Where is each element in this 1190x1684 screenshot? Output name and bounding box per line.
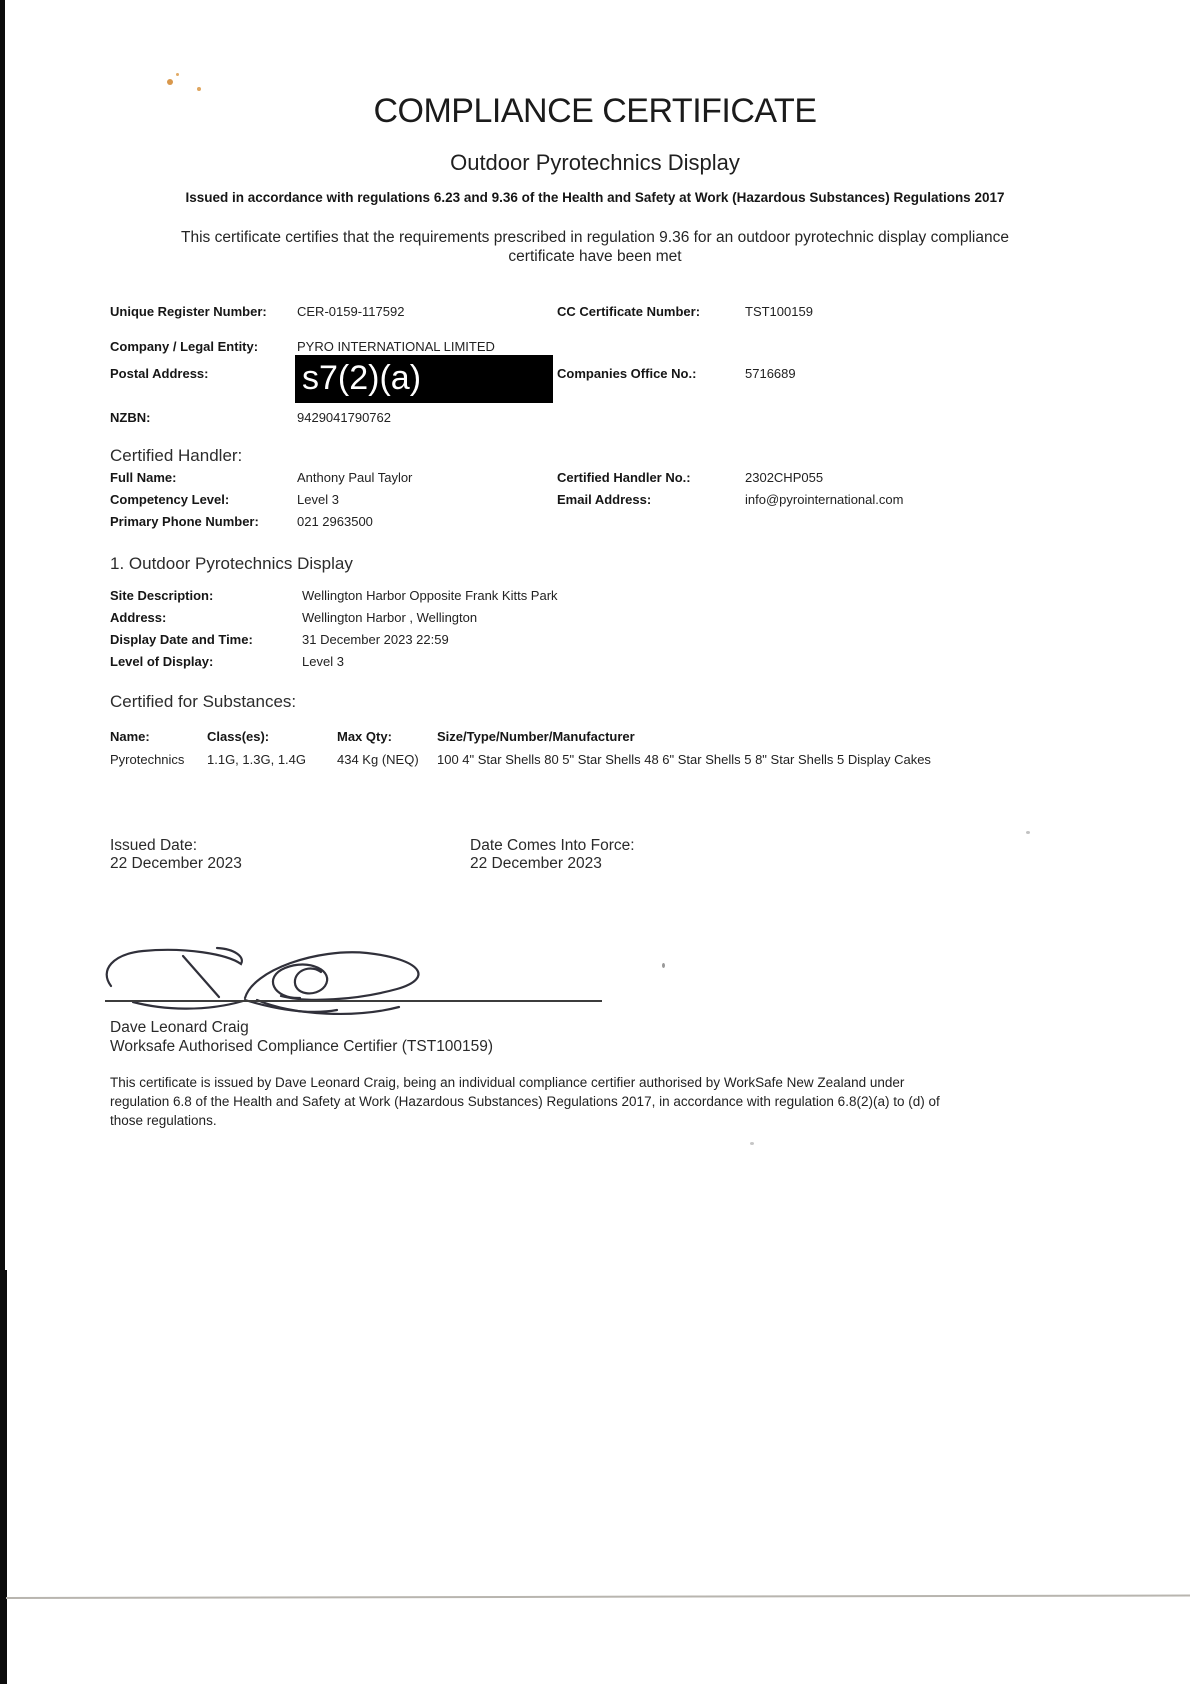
- display-section-heading: 1. Outdoor Pyrotechnics Display: [110, 554, 353, 573]
- signatory-name: Dave Leonard Craig: [110, 1019, 249, 1036]
- cc-certificate-number-label: CC Certificate Number:: [557, 304, 701, 319]
- level-of-display-value: Level 3: [302, 654, 344, 669]
- certification-statement-line2: certificate have been met: [508, 248, 682, 265]
- full-name-label: Full Name:: [110, 470, 177, 485]
- force-date-label: Date Comes Into Force:: [470, 837, 635, 854]
- unique-register-number-label: Unique Register Number:: [110, 304, 267, 319]
- company-label: Company / Legal Entity:: [110, 339, 259, 354]
- companies-office-label: Companies Office No.:: [557, 366, 697, 381]
- scan-speck: [176, 73, 179, 76]
- substances-heading: Certified for Substances:: [110, 692, 297, 711]
- regulation-statement: Issued in accordance with regulations 6.23 and 9.36 of the Health and Safety at Work (Hazardous Substances) Regulations 2017: [185, 190, 1005, 205]
- nzbn-value: 9429041790762: [297, 410, 391, 425]
- display-datetime-value: 31 December 2023 22:59: [302, 632, 449, 647]
- footer-statement-line1: This certificate is issued by Dave Leonard Craig, being an individual compliance certifier authorised by WorkSafe New Zealand under: [110, 1075, 905, 1090]
- issued-date-label: Issued Date:: [110, 837, 198, 854]
- scan-page-bottom-edge: [6, 1595, 1190, 1599]
- display-datetime-label: Display Date and Time:: [110, 632, 253, 647]
- unique-register-number-value: CER-0159-117592: [297, 304, 405, 319]
- postal-address-redaction: s7(2)(a): [295, 355, 553, 403]
- phone-number-value: 021 2963500: [297, 514, 373, 529]
- certified-handler-heading: Certified Handler:: [110, 446, 243, 465]
- footer-statement-line3: those regulations.: [110, 1113, 217, 1128]
- email-address-label: Email Address:: [557, 492, 652, 507]
- scan-speck: [750, 1142, 754, 1145]
- certification-statement-line1: This certificate certifies that the requirements prescribed in regulation 9.36 for an outdoor pyrotechnic display compliance: [181, 229, 1009, 246]
- phone-number-label: Primary Phone Number:: [110, 514, 259, 529]
- substance-size-type: 100 4" Star Shells 80 5" Star Shells 48 6" Star Shells 5 8" Star Shells 5 Display Cakes: [437, 752, 931, 767]
- substances-col-name: Name:: [110, 729, 150, 744]
- certified-handler-no-label: Certified Handler No.:: [557, 470, 691, 485]
- site-description-label: Site Description:: [110, 588, 214, 603]
- scan-speck: [197, 87, 201, 91]
- signature-scrawl: [95, 928, 485, 1016]
- site-address-value: Wellington Harbor , Wellington: [302, 610, 478, 625]
- page-title: COMPLIANCE CERTIFICATE: [373, 92, 817, 130]
- substances-col-maxqty: Max Qty:: [337, 729, 392, 744]
- substances-col-classes: Class(es):: [207, 729, 270, 744]
- nzbn-label: NZBN:: [110, 410, 151, 425]
- substance-name: Pyrotechnics: [110, 752, 185, 767]
- certified-handler-no-value: 2302CHP055: [745, 470, 824, 485]
- postal-address-label: Postal Address:: [110, 366, 209, 381]
- company-value: PYRO INTERNATIONAL LIMITED: [297, 339, 495, 354]
- site-description-value: Wellington Harbor Opposite Frank Kitts Park: [302, 588, 558, 603]
- scan-edge-left-bottom: [0, 1270, 7, 1684]
- signature-line: [105, 1000, 602, 1002]
- competency-level-label: Competency Level:: [110, 492, 230, 507]
- scan-speck: [167, 79, 173, 85]
- scan-speck: [662, 963, 665, 968]
- issued-date-value: 22 December 2023: [110, 855, 242, 872]
- signatory-role: Worksafe Authorised Compliance Certifier (TST100159): [110, 1038, 494, 1055]
- level-of-display-label: Level of Display:: [110, 654, 214, 669]
- footer-statement-line2: regulation 6.8 of the Health and Safety at Work (Hazardous Substances) Regulations 2017, in accordance with regulation 6.8(2)(a) to (d) of: [110, 1094, 940, 1109]
- site-address-label: Address:: [110, 610, 167, 625]
- scan-speck: [1026, 831, 1030, 834]
- email-address-value: info@pyrointernational.com: [745, 492, 904, 507]
- companies-office-value: 5716689: [745, 366, 796, 381]
- substance-classes: 1.1G, 1.3G, 1.4G: [207, 752, 306, 767]
- substance-max-qty: 434 Kg (NEQ): [337, 752, 419, 767]
- substances-col-sizetype: Size/Type/Number/Manufacturer: [437, 729, 635, 744]
- full-name-value: Anthony Paul Taylor: [297, 470, 413, 485]
- cc-certificate-number-value: TST100159: [745, 304, 813, 319]
- force-date-value: 22 December 2023: [470, 855, 602, 872]
- competency-level-value: Level 3: [297, 492, 339, 507]
- page-subtitle: Outdoor Pyrotechnics Display: [450, 150, 740, 175]
